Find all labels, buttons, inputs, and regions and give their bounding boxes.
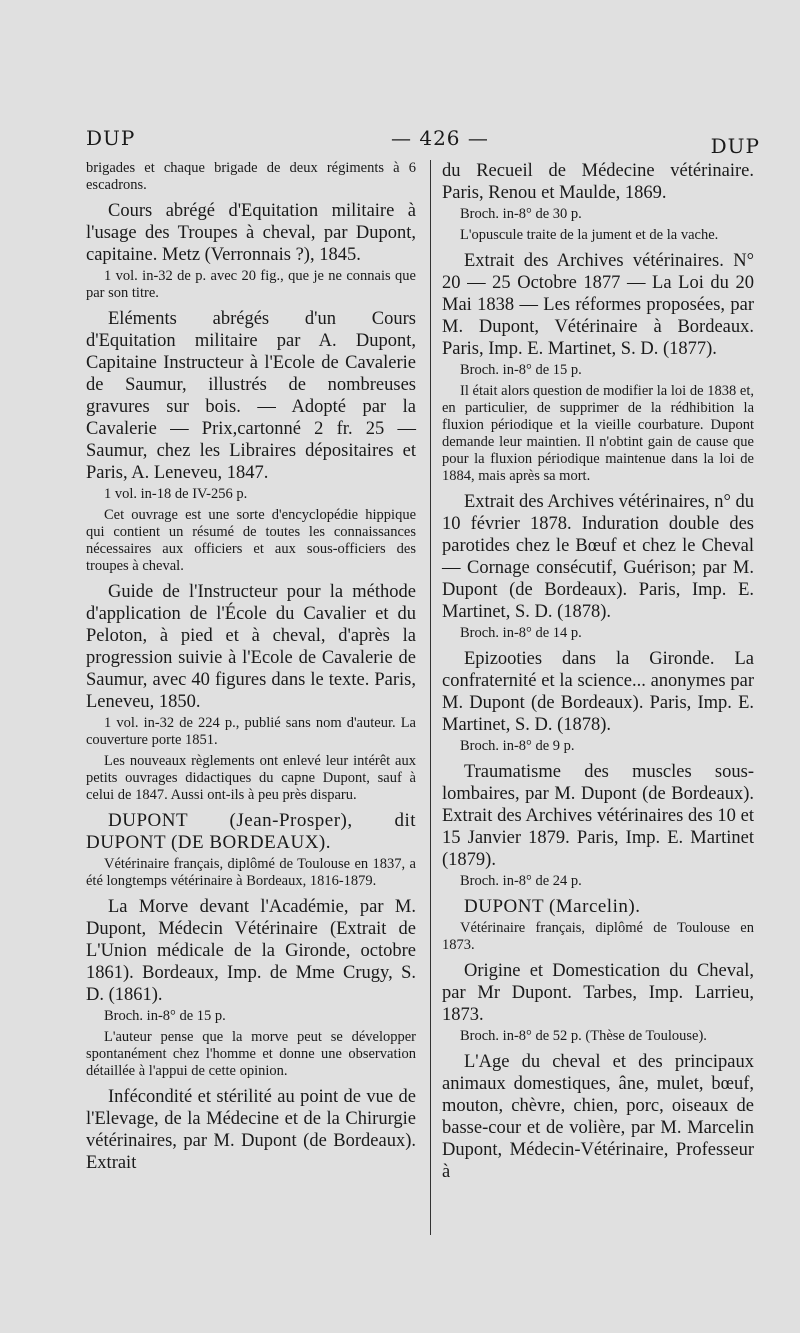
right-column [442, 160, 754, 1185]
bibliographic-note: Broch. in-8° de 24 p. [460, 873, 582, 889]
column-rule [430, 160, 431, 1235]
bibliographic-note: Il était alors question de modifier la loi de 1838 et, en particulier, de supprimer de la rédhibition la fluxion périodique et la vieille courbature. Dupont demande leur maintien. Il n'obtint gain de cause que pour la fluxion périodique maintenue dans la loi de 1884, mais après sa mort. [442, 383, 754, 484]
author-heading: DUPONT (Marcelin). [464, 896, 641, 917]
bibliographic-entry: Traumatisme des muscles sous-lombaires, par M. Dupont (de Bordeaux). Extrait des Archives vétérinaires des 10 et 15 Janvier 1879. Paris, Imp. E. Martinet (1879). [442, 762, 754, 870]
page-number: — 426 — [391, 126, 489, 150]
bibliographic-note: L'auteur pense que la morve peut se développer spontanément chez l'homme et donne une observation détaillée à l'appui de cette opinion. [86, 1029, 416, 1079]
bibliographic-entry: Eléments abrégés d'un Cours d'Equitation militaire par A. Dupont, Capitaine Instructeur à l'Ecole de Cavalerie de Saumur, illustrés de nombreuses gravures sur bois. — Adopté par la Cavalerie — Prix,cartonné 2 fr. 25 — Saumur, chez les Libraires dépositaires et Paris, A. Leneveu, 1847. [86, 309, 416, 483]
bibliographic-entry: La Morve devant l'Académie, par M. Dupont, Médecin Vétérinaire (Extrait de L'Union médicale de la Gironde, octobre 1861). Bordeaux, Imp. de Mme Crugy, S. D. (1861). [86, 897, 416, 1005]
running-head-left: DUP [86, 126, 136, 150]
bibliographic-note: L'opuscule traite de la jument et de la vache. [460, 227, 719, 243]
running-head-right: DUP [710, 134, 760, 158]
bibliographic-entry: Epizooties dans la Gironde. La confraternité et la science... anonymes par M. Dupont (de Bordeaux). Paris, Imp. E. Martinet, S. D. (1878). [442, 649, 754, 735]
bibliographic-note: 1 vol. in-32 de p. avec 20 fig., que je ne connais que par son titre. [86, 268, 416, 301]
bibliographic-note: brigades et chaque brigade de deux régiments à 6 escadrons. [86, 160, 416, 193]
bibliographic-note: Broch. in-8° de 15 p. [460, 362, 582, 378]
bibliographic-note: 1 vol. in-18 de IV-256 p. [104, 486, 248, 502]
bibliographic-entry: du Recueil de Médecine vétérinaire. Paris, Renou et Maulde, 1869. [442, 161, 754, 203]
bibliographic-entry: L'Age du cheval et des principaux animaux domestiques, âne, mulet, bœuf, mouton, chèvre, chien, porc, oiseaux de basse-cour et de volière, par M. Marcelin Dupont, Médecin-Vétérinaire, Professeur à [442, 1052, 754, 1182]
left-column [86, 160, 416, 1176]
bibliographic-entry: Extrait des Archives vétérinaires. N° 20 — 25 Octobre 1877 — La Loi du 20 Mai 1838 — Les réformes proposées, par M. Dupont, Vétérinaire à Bordeaux. Paris, Imp. E. Martinet, S. D. (1877). [442, 251, 754, 359]
bibliographic-note: Cet ouvrage est une sorte d'encyclopédie hippique qui contient un résumé de toutes les connaissances nécessaires aux officiers et aux sous-officiers des troupes à cheval. [86, 507, 416, 574]
bibliographic-note: Les nouveaux règlements ont enlevé leur intérêt aux petits ouvrages didactiques du capne Dupont, sauf à celui de 1847. Aussi ont-ils à peu près disparu. [86, 753, 416, 803]
bibliographic-note: Vétérinaire français, diplômé de Toulouse en 1873. [442, 920, 754, 953]
bibliographic-note: Vétérinaire français, diplômé de Toulouse en 1837, a été longtemps vétérinaire à Bordeaux, 1816-1879. [86, 856, 416, 889]
bibliographic-note: Broch. in-8° de 9 p. [460, 738, 575, 754]
author-heading: DUPONT (Jean-Prosper), dit DUPONT (DE BORDEAUX). [86, 810, 416, 853]
bibliographic-entry: Guide de l'Instructeur pour la méthode d'application de l'École du Cavalier et du Peloton, à pied et à cheval, d'après la progression suivie à l'Ecole de Cavalerie de Saumur, avec 40 figures dans le texte. Paris, Leneveu, 1850. [86, 582, 416, 712]
bibliographic-note: Broch. in-8° de 15 p. [104, 1008, 226, 1024]
bibliographic-note: 1 vol. in-32 de 224 p., publié sans nom d'auteur. La couverture porte 1851. [86, 715, 416, 748]
bibliographic-note: Broch. in-8° de 14 p. [460, 625, 582, 641]
bibliographic-entry: Cours abrégé d'Equitation militaire à l'usage des Troupes à cheval, par Dupont, capitaine. Metz (Verronnais ?), 1845. [86, 201, 416, 265]
bibliographic-entry: Origine et Domestication du Cheval, par Mr Dupont. Tarbes, Imp. Larrieu, 1873. [442, 961, 754, 1025]
bibliographic-note: Broch. in-8° de 52 p. (Thèse de Toulouse). [460, 1028, 707, 1044]
bibliographic-entry: Extrait des Archives vétérinaires, n° du 10 février 1878. Induration double des parotides chez le Bœuf et chez le Cheval — Cornage consécutif, Guérison; par M. Dupont (de Bordeaux). Paris, Imp. E. Martinet, S. D. (1878). [442, 492, 754, 622]
running-head [86, 126, 760, 156]
bibliographic-note: Broch. in-8° de 30 p. [460, 206, 582, 222]
bibliographic-entry: Infécondité et stérilité au point de vue de l'Elevage, de la Médecine et de la Chirurgie vétérinaires, par M. Dupont (de Bordeaux). Extrait [86, 1087, 416, 1173]
